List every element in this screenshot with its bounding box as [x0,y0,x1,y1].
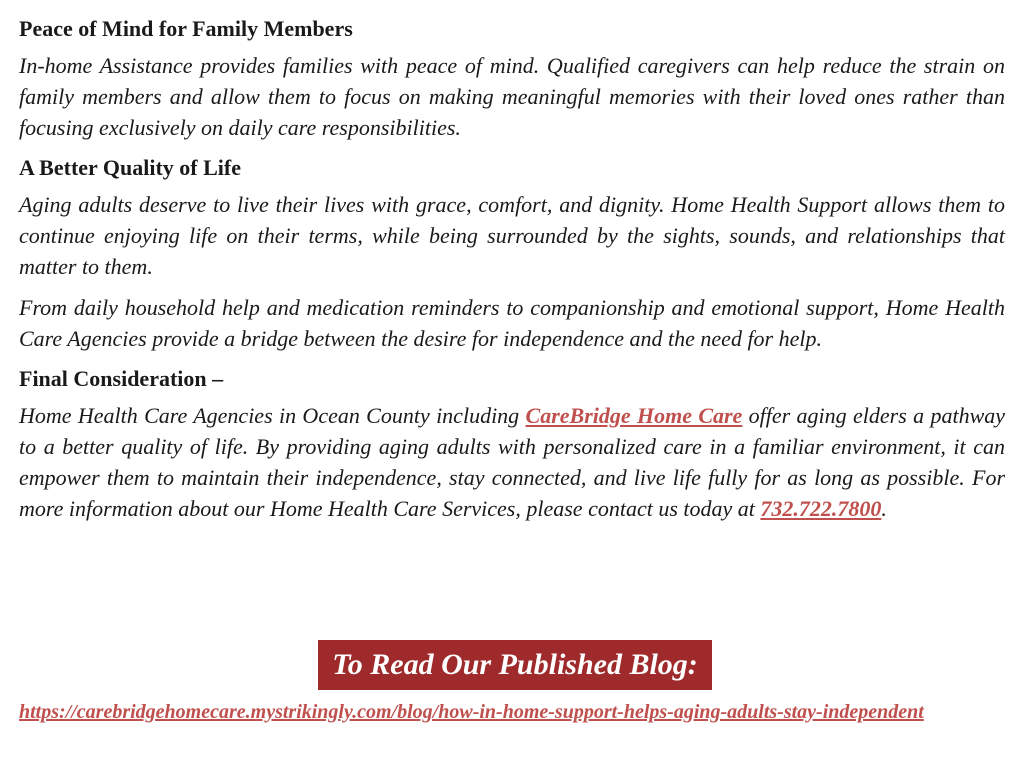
phone-link[interactable]: 732.722.7800 [760,496,882,521]
final-text-end: . [881,496,887,521]
final-text-before-link: Home Health Care Agencies in Ocean County including [19,403,526,428]
final-text-after-link: offer aging elders a pathway to a better quality of life. By providing aging adults with personalized care in a familiar environment, it can empower them to maintain their independence, stay connected, and live life fully for as long as possible. For more information about our Home Health Care Services, please contact us today at [19,403,1006,521]
cta-container [0,640,1024,690]
carebridge-link[interactable]: CareBridge Home Care [525,403,743,428]
section-heading-quality-of-life: A Better Quality of Life [19,155,241,180]
paragraph-quality-of-life-2: From daily household help and medication reminders to companionship and emotional support, Home Health Care Agencies provide a bridge between the desire for independence and the need for help. [19,295,1005,351]
blog-url-link[interactable]: https://carebridgehomecare.mystrikingly.com/blog/how-in-home-support-helps-aging-adults-stay-independent [19,701,924,723]
section-heading-final-consideration: Final Consideration – [19,366,224,391]
paragraph-quality-of-life-1: Aging adults deserve to live their lives with grace, comfort, and dignity. Home Health Support allows them to continue enjoying life on their terms, while being surrounded by the sights, sounds, and relationships that matter to them. [19,192,1005,279]
read-blog-banner: To Read Our Published Blog: [318,640,712,690]
paragraph-peace-of-mind: In-home Assistance provides families with peace of mind. Qualified caregivers can help reduce the strain on family members and allow them to focus on making meaningful memories with their loved ones rather than focusing exclusively on daily care responsibilities. [19,53,1005,140]
paragraph-final-consideration [19,400,1005,524]
section-heading-peace-of-mind: Peace of Mind for Family Members [19,16,353,41]
article-body [19,14,1005,534]
